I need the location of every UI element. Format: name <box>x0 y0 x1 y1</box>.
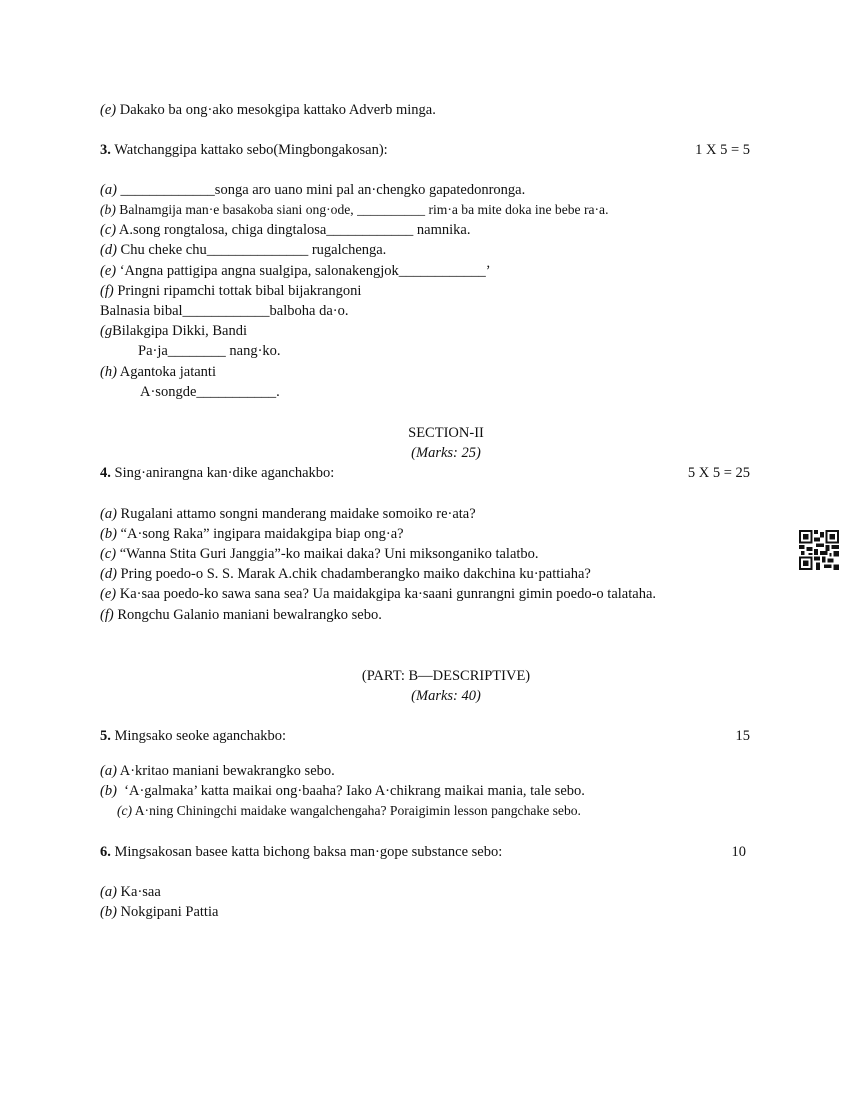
item-label: (b) <box>100 783 117 799</box>
q3-item-g-line2 <box>138 342 281 360</box>
item-label: (a) <box>100 182 117 198</box>
item-text: Pringni ripamchi tottak bibal bijakrangoni <box>113 283 362 299</box>
q5-item-b <box>100 782 585 800</box>
item-label: (b) <box>100 202 116 217</box>
item-text: Dakako ba ong·ako mesokgipa kattako Adverb minga. <box>116 102 436 118</box>
item-text: Pring poedo-o S. S. Marak A.chik chadamberangko maiko dakchina ku·pattiaha? <box>116 566 591 582</box>
item-text: “A·song Raka” ingipara maidakgipa biap ong·a? <box>116 526 404 542</box>
q3-item-g <box>100 322 247 340</box>
qr-code-icon <box>799 530 839 570</box>
item-text: Balnamgija man·e basakoba siani ong·ode, __________ rim·a ba mite doka ine bebe ra·a. <box>115 202 609 217</box>
q3-item-a <box>100 181 525 199</box>
item-label: (b) <box>100 526 117 542</box>
question-4-marks: 5 X 5 = 25 <box>687 465 750 481</box>
section-2-title: SECTION-II <box>408 425 484 441</box>
item-text: Ka·saa <box>116 884 161 900</box>
question-6-marks: 10 <box>731 844 746 860</box>
question-number: 3. <box>100 142 111 158</box>
item-text: Ka·saa poedo-ko sawa sana sea? Ua maidakgipa ka·saani gunrangni gimin poedo-o talataha. <box>116 586 657 602</box>
item-text: A.song rongtalosa, chiga dingtalosa____________ namnika. <box>116 222 471 238</box>
item-text: Nokgipani Pattia <box>116 904 219 920</box>
part-b-title: (PART: B—DESCRIPTIVE) <box>361 668 531 684</box>
q3-item-f-line2 <box>100 302 348 320</box>
q4-item-a <box>100 505 476 523</box>
item-label: (g <box>100 323 113 339</box>
q3-item-d <box>100 241 386 259</box>
item-text: _____________songa aro uano mini pal an·chengko gapatedonronga. <box>116 182 526 198</box>
item-text: Rongchu Galanio maniani bewalrangko sebo. <box>113 607 382 623</box>
item-label: (e) <box>100 586 117 602</box>
question-number: 6. <box>100 844 111 860</box>
item-text: A·songde___________. <box>140 384 280 400</box>
item-text: ‘Angna pattigipa angna sualgipa, salonakengjok____________’ <box>116 263 491 279</box>
item-text: ‘A·galmaka’ katta maikai ong·baaha? Iako A·chikrang maikai mania, tale sebo. <box>116 783 585 799</box>
item-label: (c) <box>100 222 117 238</box>
item-label: (d) <box>100 242 117 258</box>
q4-item-b <box>100 525 404 543</box>
item-label: (e) <box>100 102 117 118</box>
q2-item-e <box>100 101 436 119</box>
q5-item-a <box>100 762 335 780</box>
question-3-marks: 1 X 5 = 5 <box>695 142 750 158</box>
question-title: Mingsako seoke aganchakbo: <box>110 728 287 744</box>
question-title: Watchanggipa kattako sebo(Mingbongakosan): <box>110 142 388 158</box>
section-2-marks: (Marks: 25) <box>411 445 481 461</box>
item-text: Pa·ja________ nang·ko. <box>138 343 281 359</box>
q3-item-c <box>100 221 471 239</box>
item-label: (a) <box>100 884 117 900</box>
item-text: Agantoka jatanti <box>116 364 216 380</box>
q6-item-b <box>100 903 218 921</box>
item-text: Chu cheke chu______________ rugalchenga. <box>116 242 387 258</box>
item-text: Rugalani attamo songni manderang maidake somoiko re·ata? <box>116 506 476 522</box>
q5-item-c <box>117 802 581 820</box>
q4-item-c <box>100 545 539 563</box>
item-text: “Wanna Stita Guri Janggia”-ko maikai daka? Uni miksonganiko talatbo. <box>116 546 539 562</box>
item-text: A·ning Chiningchi maidake wangalchengaha? Poraigimin lesson pangchake sebo. <box>132 803 581 818</box>
item-text: Balnasia bibal____________balboha da·o. <box>100 303 349 319</box>
question-6-heading <box>100 843 502 861</box>
item-label: (f) <box>100 283 114 299</box>
item-text: A·kritao maniani bewakrangko sebo. <box>116 763 335 779</box>
part-b-marks: (Marks: 40) <box>411 688 481 704</box>
question-4-heading <box>100 464 334 482</box>
q4-item-e <box>100 585 656 603</box>
q3-item-b <box>100 201 608 219</box>
q4-item-d <box>100 565 591 583</box>
item-label: (e) <box>100 263 117 279</box>
item-label: (h) <box>100 364 117 380</box>
q3-item-h <box>100 363 216 381</box>
item-label: (d) <box>100 566 117 582</box>
question-3-heading <box>100 141 388 159</box>
item-label: (a) <box>100 506 117 522</box>
q3-item-h-line2 <box>140 383 280 401</box>
q4-item-f <box>100 606 382 624</box>
question-5-heading <box>100 727 286 745</box>
q3-item-e <box>100 262 491 280</box>
item-label: (c) <box>117 803 133 818</box>
item-text: Bilakgipa Dikki, Bandi <box>112 323 248 339</box>
q3-item-f <box>100 282 361 300</box>
question-5-marks: 15 <box>735 728 750 744</box>
question-number: 5. <box>100 728 111 744</box>
item-label: (f) <box>100 607 114 623</box>
question-number: 4. <box>100 465 111 481</box>
question-title: Mingsakosan basee katta bichong baksa man·gope substance sebo: <box>110 844 503 860</box>
question-title: Sing·anirangna kan·dike aganchakbo: <box>110 465 335 481</box>
item-label: (b) <box>100 904 117 920</box>
q6-item-a <box>100 883 161 901</box>
item-label: (a) <box>100 763 117 779</box>
item-label: (c) <box>100 546 117 562</box>
